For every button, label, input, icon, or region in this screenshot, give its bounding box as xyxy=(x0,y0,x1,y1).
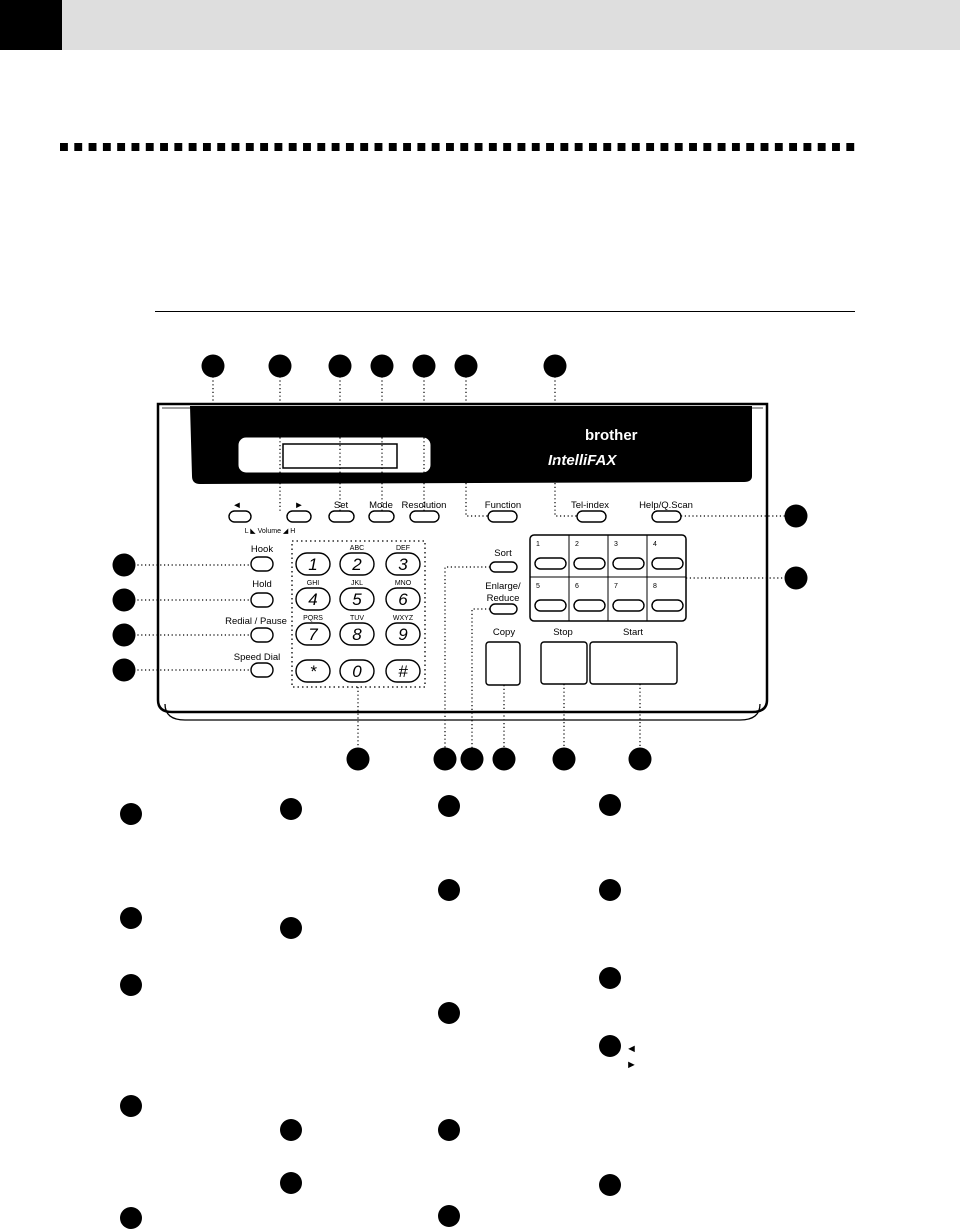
one-touch-number: 5 xyxy=(536,583,540,590)
volume-caption: L ◣ Volume ◢ H xyxy=(244,528,296,535)
one-touch-number: 7 xyxy=(614,583,618,590)
callout-marker xyxy=(553,748,576,771)
dial-key-label: 4 xyxy=(308,590,318,609)
one-touch-number: 4 xyxy=(653,541,657,548)
dial-key-label: 3 xyxy=(398,555,408,574)
dial-key-label: 7 xyxy=(308,625,318,644)
one-touch-key-4[interactable] xyxy=(652,558,683,569)
one-touch-key-1[interactable] xyxy=(535,558,566,569)
legend-marker xyxy=(599,967,621,989)
one-touch-number: 1 xyxy=(536,541,540,548)
callout-marker xyxy=(785,567,808,590)
dial-key-label: * xyxy=(309,662,317,681)
legend-markers xyxy=(120,794,621,1229)
callout-marker xyxy=(371,355,394,378)
dial-key-label: 0 xyxy=(352,662,362,681)
legend-marker xyxy=(280,917,302,939)
legend-marker xyxy=(599,794,621,816)
legend-marker xyxy=(120,974,142,996)
reduce-label: Reduce xyxy=(486,593,520,604)
set-button[interactable] xyxy=(329,511,354,522)
resolution-button[interactable] xyxy=(410,511,439,522)
volume-high-label: ► xyxy=(294,500,304,511)
one-touch-number: 6 xyxy=(575,583,579,590)
legend-marker xyxy=(438,795,460,817)
dial-key-letters: TUV xyxy=(350,615,364,622)
one-touch-key-7[interactable] xyxy=(613,600,644,611)
legend-marker xyxy=(438,1205,460,1227)
one-touch-key-3[interactable] xyxy=(613,558,644,569)
tel-index-button[interactable] xyxy=(577,511,606,522)
legend-marker xyxy=(120,803,142,825)
speed-dial-button[interactable] xyxy=(251,663,273,677)
one-touch-key-8[interactable] xyxy=(652,600,683,611)
one-touch-keys xyxy=(530,535,686,621)
dial-key-label: 9 xyxy=(398,625,408,644)
hook-label: Hook xyxy=(250,544,274,555)
model-logo: IntelliFAX xyxy=(548,452,617,469)
dial-key-label: 8 xyxy=(352,625,362,644)
one-touch-key-5[interactable] xyxy=(535,600,566,611)
dial-key-label: 6 xyxy=(398,590,408,609)
redial-pause-button[interactable] xyxy=(251,628,273,642)
tel-index-label: Tel-index xyxy=(570,500,610,511)
stop-label: Stop xyxy=(553,627,573,638)
callout-marker xyxy=(629,748,652,771)
legend-marker xyxy=(599,1174,621,1196)
callout-marker xyxy=(493,748,516,771)
volume-low-label: ◄ xyxy=(232,500,242,511)
callout-marker xyxy=(269,355,292,378)
callout-marker xyxy=(113,624,136,647)
callout-marker xyxy=(455,355,478,378)
legend-marker xyxy=(120,907,142,929)
callout-marker xyxy=(544,355,567,378)
dial-key-label: 2 xyxy=(352,555,362,574)
legend-marker xyxy=(120,1095,142,1117)
callout-marker xyxy=(113,589,136,612)
legend-marker xyxy=(599,1035,621,1057)
callout-marker xyxy=(347,748,370,771)
legend-marker xyxy=(280,1119,302,1141)
one-touch-number: 8 xyxy=(653,583,657,590)
hold-label: Hold xyxy=(252,579,272,590)
volume-low-button[interactable] xyxy=(229,511,251,522)
start-button[interactable] xyxy=(590,642,677,684)
dial-key-letters: PQRS xyxy=(303,615,323,622)
legend-marker xyxy=(438,1119,460,1141)
dial-key-letters: WXYZ xyxy=(392,615,414,622)
right-arrow-icon: ► xyxy=(626,1059,637,1071)
help-qscan-label: Help/Q.Scan xyxy=(639,500,693,511)
volume-high-button[interactable] xyxy=(287,511,311,522)
callout-marker xyxy=(413,355,436,378)
start-label: Start xyxy=(622,627,644,638)
brand-logo: brother xyxy=(585,427,638,444)
sort-button[interactable] xyxy=(490,562,517,572)
resolution-label: Resolution xyxy=(401,500,447,511)
legend-marker xyxy=(280,1172,302,1194)
callout-marker xyxy=(113,659,136,682)
sort-label: Sort xyxy=(494,548,512,559)
dial-key-label: # xyxy=(398,662,408,681)
hold-button[interactable] xyxy=(251,593,273,607)
function-button[interactable] xyxy=(488,511,517,522)
legend-marker xyxy=(280,798,302,820)
legend-marker xyxy=(599,879,621,901)
one-touch-number: 2 xyxy=(575,541,579,548)
copy-label: Copy xyxy=(492,627,516,638)
function-label: Function xyxy=(484,500,522,511)
dial-key-letters: ABC xyxy=(349,545,365,552)
speed-dial-label: Speed Dial xyxy=(233,652,281,663)
dial-key-letters: GHI xyxy=(306,580,320,587)
dial-key-letters: DEF xyxy=(396,545,410,552)
enlarge-reduce-button[interactable] xyxy=(490,604,517,614)
callout-marker xyxy=(434,748,457,771)
legend-marker xyxy=(438,1002,460,1024)
mode-label: Mode xyxy=(369,500,393,511)
copy-button[interactable] xyxy=(486,642,520,685)
help-qscan-button[interactable] xyxy=(652,511,681,522)
enlarge-label: Enlarge/ xyxy=(485,581,521,592)
dial-key-label: 5 xyxy=(352,590,362,609)
callout-marker xyxy=(461,748,484,771)
callout-marker xyxy=(202,355,225,378)
one-touch-key-2[interactable] xyxy=(574,558,605,569)
set-label: Set xyxy=(333,500,349,511)
left-arrow-icon: ◄ xyxy=(626,1043,637,1055)
callout-marker xyxy=(113,554,136,577)
callout-marker xyxy=(329,355,352,378)
one-touch-key-6[interactable] xyxy=(574,600,605,611)
redial-pause-label: Redial / Pause xyxy=(225,616,287,627)
stop-button[interactable] xyxy=(541,642,587,684)
legend-marker xyxy=(120,1207,142,1229)
dial-key-letters: MNO xyxy=(394,580,412,587)
legend-marker xyxy=(438,879,460,901)
hook-button[interactable] xyxy=(251,557,273,571)
one-touch-number: 3 xyxy=(614,541,618,548)
dial-key-letters: JKL xyxy=(350,580,364,587)
dial-key-label: 1 xyxy=(308,555,318,574)
callout-marker xyxy=(785,505,808,528)
mode-button[interactable] xyxy=(369,511,394,522)
